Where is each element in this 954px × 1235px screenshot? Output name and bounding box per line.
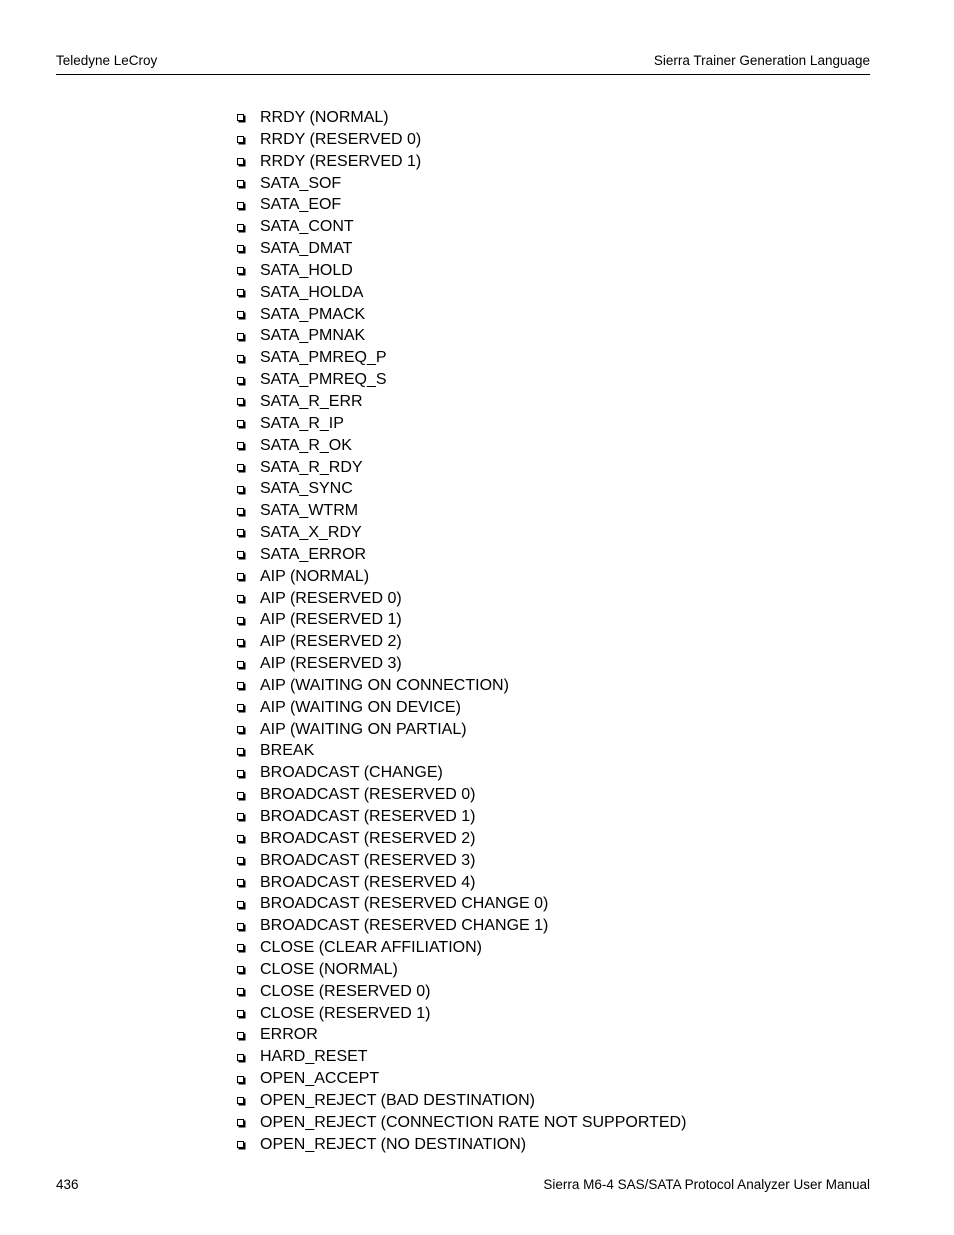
list-item-label: SATA_PMACK xyxy=(260,305,366,323)
list-item-label: OPEN_REJECT (BAD DESTINATION) xyxy=(260,1091,535,1109)
checkbox-bullet-icon xyxy=(237,508,244,515)
list-item xyxy=(236,391,686,413)
list-item-label: SATA_SOF xyxy=(260,174,342,192)
checkbox-bullet-icon xyxy=(237,1141,244,1148)
checkbox-bullet-icon xyxy=(237,1097,244,1104)
checkbox-bullet-icon xyxy=(237,1076,244,1083)
list-item xyxy=(236,937,686,959)
checkbox-bullet-icon xyxy=(237,923,244,930)
list-item xyxy=(236,522,686,544)
list-item-label: SATA_EOF xyxy=(260,196,342,214)
list-item xyxy=(236,500,686,522)
list-item xyxy=(236,719,686,741)
checkbox-bullet-icon xyxy=(237,1054,244,1061)
list-item-label: CLOSE (CLEAR AFFILIATION) xyxy=(260,939,482,957)
footer-manual-title: Sierra M6-4 SAS/SATA Protocol Analyzer User Manual xyxy=(543,1177,870,1192)
list-item-label: SATA_DMAT xyxy=(260,240,353,258)
list-item-label: AIP (RESERVED 0) xyxy=(260,589,402,607)
list-item-label: ERROR xyxy=(260,1026,318,1044)
checkbox-bullet-icon xyxy=(237,289,244,296)
checkbox-bullet-icon xyxy=(237,639,244,646)
list-item-label: BROADCAST (RESERVED 4) xyxy=(260,873,476,891)
list-item-label: BROADCAST (RESERVED CHANGE 0) xyxy=(260,895,549,913)
list-item xyxy=(236,566,686,588)
list-item xyxy=(236,1003,686,1025)
list-item xyxy=(236,435,686,457)
checkbox-bullet-icon xyxy=(237,1010,244,1017)
list-item-label: BROADCAST (RESERVED 2) xyxy=(260,829,476,847)
list-item-label: BREAK xyxy=(260,742,315,760)
list-item-label: CLOSE (NORMAL) xyxy=(260,960,398,978)
list-item-label: CLOSE (RESERVED 1) xyxy=(260,1004,431,1022)
list-item xyxy=(236,216,686,238)
list-item-label: OPEN_ACCEPT xyxy=(260,1070,380,1088)
list-item xyxy=(236,697,686,719)
list-item xyxy=(236,740,686,762)
checkbox-bullet-icon xyxy=(237,835,244,842)
checkbox-bullet-icon xyxy=(237,136,244,143)
list-item xyxy=(236,631,686,653)
list-item xyxy=(236,1024,686,1046)
list-item xyxy=(236,260,686,282)
list-item xyxy=(236,915,686,937)
list-item xyxy=(236,806,686,828)
list-item xyxy=(236,588,686,610)
list-item-label: AIP (RESERVED 1) xyxy=(260,611,402,629)
list-item-label: SATA_R_RDY xyxy=(260,458,363,476)
checkbox-bullet-icon xyxy=(237,420,244,427)
list-item-label: AIP (NORMAL) xyxy=(260,567,370,585)
checkbox-bullet-icon xyxy=(237,202,244,209)
list-item-label: SATA_ERROR xyxy=(260,545,367,563)
checkbox-bullet-icon xyxy=(237,792,244,799)
checkbox-bullet-icon xyxy=(237,617,244,624)
checkbox-bullet-icon xyxy=(237,377,244,384)
list-item-label: RRDY (RESERVED 0) xyxy=(260,130,422,148)
checkbox-bullet-icon xyxy=(237,813,244,820)
list-item-label: AIP (RESERVED 2) xyxy=(260,633,402,651)
checkbox-bullet-icon xyxy=(237,267,244,274)
list-item-label: BROADCAST (RESERVED CHANGE 1) xyxy=(260,917,549,935)
list-item xyxy=(236,304,686,326)
list-item xyxy=(236,1046,686,1068)
header-company: Teledyne LeCroy xyxy=(56,53,158,68)
list-item-label: HARD_RESET xyxy=(260,1048,368,1066)
checkbox-bullet-icon xyxy=(237,551,244,558)
checkbox-bullet-icon xyxy=(237,398,244,405)
list-item xyxy=(236,675,686,697)
checkbox-bullet-icon xyxy=(237,966,244,973)
list-item xyxy=(236,959,686,981)
list-item-label: SATA_SYNC xyxy=(260,480,353,498)
list-item xyxy=(236,457,686,479)
list-item-label: SATA_R_IP xyxy=(260,414,344,432)
checkbox-bullet-icon xyxy=(237,442,244,449)
list-item xyxy=(236,478,686,500)
checkbox-bullet-icon xyxy=(237,529,244,536)
list-item-label: RRDY (NORMAL) xyxy=(260,109,389,126)
list-item-label: BROADCAST (RESERVED 3) xyxy=(260,851,476,869)
list-item-label: SATA_HOLDA xyxy=(260,283,364,301)
list-item-label: SATA_HOLD xyxy=(260,261,353,279)
list-item xyxy=(236,129,686,151)
checkbox-bullet-icon xyxy=(237,245,244,252)
checkbox-bullet-icon xyxy=(237,857,244,864)
list-item-label: AIP (WAITING ON PARTIAL) xyxy=(260,720,467,738)
page-number: 436 xyxy=(56,1177,79,1192)
checkbox-bullet-icon xyxy=(237,879,244,886)
page-header xyxy=(56,52,870,75)
list-item-label: AIP (WAITING ON CONNECTION) xyxy=(260,676,509,694)
list-item-label: SATA_PMNAK xyxy=(260,327,366,345)
list-item xyxy=(236,609,686,631)
list-item xyxy=(236,238,686,260)
list-item xyxy=(236,282,686,304)
list-item xyxy=(236,850,686,872)
list-item-label: SATA_R_ERR xyxy=(260,392,363,410)
list-item-label: BROADCAST (CHANGE) xyxy=(260,764,443,782)
checkbox-bullet-icon xyxy=(237,661,244,668)
checkbox-bullet-icon xyxy=(237,770,244,777)
list-item-label: SATA_R_OK xyxy=(260,436,352,454)
list-item-label: SATA_PMREQ_P xyxy=(260,349,387,367)
list-item xyxy=(236,1068,686,1090)
list-item xyxy=(236,1134,686,1156)
checkbox-bullet-icon xyxy=(237,224,244,231)
list-item-label: CLOSE (RESERVED 0) xyxy=(260,982,431,1000)
list-item-label: BROADCAST (RESERVED 1) xyxy=(260,808,476,825)
list-item-label: SATA_X_RDY xyxy=(260,524,362,542)
primitive-list xyxy=(236,107,686,1156)
checkbox-bullet-icon xyxy=(237,333,244,340)
list-item xyxy=(236,173,686,195)
list-item xyxy=(236,1090,686,1112)
checkbox-bullet-icon xyxy=(237,748,244,755)
checkbox-bullet-icon xyxy=(237,988,244,995)
list-item-label: BROADCAST (RESERVED 0) xyxy=(260,786,476,804)
checkbox-bullet-icon xyxy=(237,704,244,711)
list-item xyxy=(236,981,686,1003)
checkbox-bullet-icon xyxy=(237,114,244,121)
list-item xyxy=(236,653,686,675)
list-item xyxy=(236,828,686,850)
checkbox-bullet-icon xyxy=(237,726,244,733)
list-item-label: AIP (WAITING ON DEVICE) xyxy=(260,698,461,716)
checkbox-bullet-icon xyxy=(237,944,244,951)
list-item-label: OPEN_REJECT (NO DESTINATION) xyxy=(260,1135,527,1153)
list-item-label: RRDY (RESERVED 1) xyxy=(260,152,422,170)
list-item-label: SATA_WTRM xyxy=(260,502,359,520)
list-item-label: AIP (RESERVED 3) xyxy=(260,655,402,673)
list-item-label: OPEN_REJECT (CONNECTION RATE NOT SUPPORTED) xyxy=(260,1113,687,1131)
list-item xyxy=(236,369,686,391)
checkbox-bullet-icon xyxy=(237,311,244,318)
checkbox-bullet-icon xyxy=(237,682,244,689)
list-item xyxy=(236,151,686,173)
list-item xyxy=(236,893,686,915)
list-item xyxy=(236,194,686,216)
checkbox-bullet-icon xyxy=(237,158,244,165)
list-item xyxy=(236,762,686,784)
list-item xyxy=(236,872,686,894)
checkbox-bullet-icon xyxy=(237,180,244,187)
list-item-label: SATA_PMREQ_S xyxy=(260,371,387,389)
checkbox-bullet-icon xyxy=(237,573,244,580)
list-item xyxy=(236,413,686,435)
checkbox-bullet-icon xyxy=(237,595,244,602)
list-item xyxy=(236,107,686,129)
list-item xyxy=(236,544,686,566)
list-item xyxy=(236,1112,686,1134)
list-item xyxy=(236,784,686,806)
checkbox-bullet-icon xyxy=(237,1119,244,1126)
header-section-title: Sierra Trainer Generation Language xyxy=(653,53,870,68)
list-item xyxy=(236,325,686,347)
checkbox-bullet-icon xyxy=(237,355,244,362)
list-item xyxy=(236,347,686,369)
checkbox-bullet-icon xyxy=(237,901,244,908)
checkbox-bullet-icon xyxy=(237,464,244,471)
list-item-label: SATA_CONT xyxy=(260,218,354,236)
checkbox-bullet-icon xyxy=(237,486,244,493)
checkbox-bullet-icon xyxy=(237,1032,244,1039)
